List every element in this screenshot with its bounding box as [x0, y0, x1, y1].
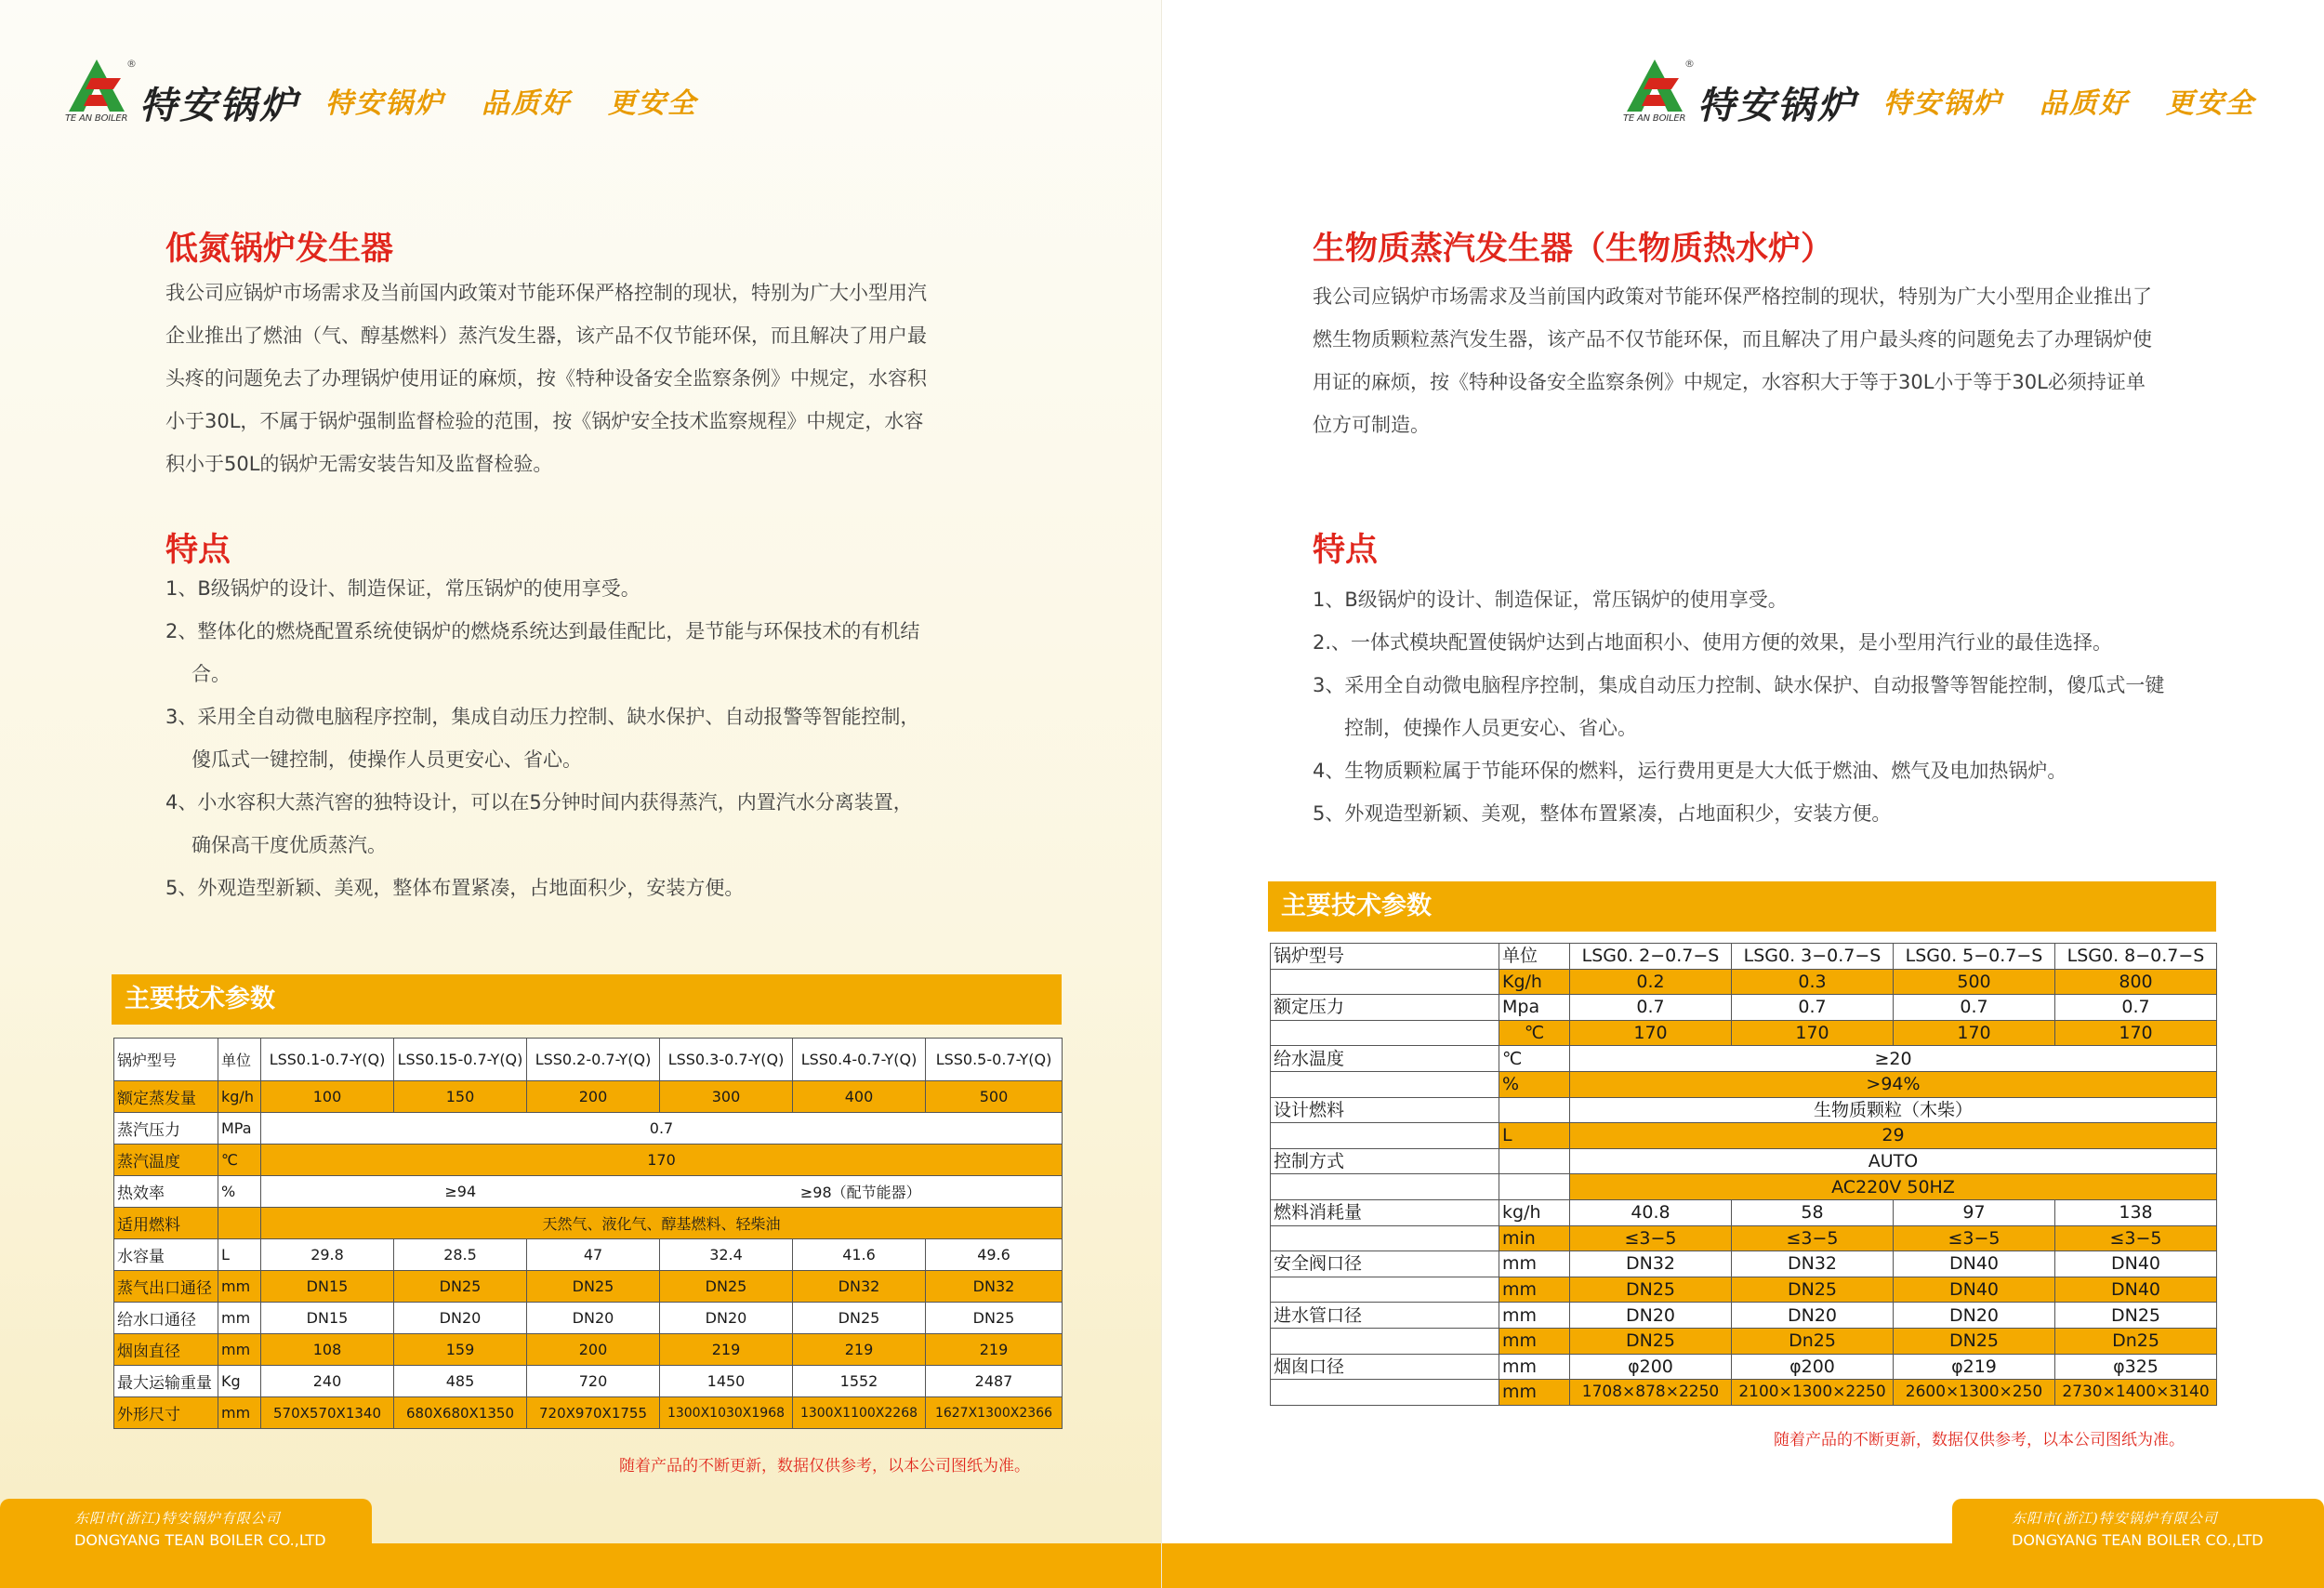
feature-item: 3、采用全自动微电脑程序控制，集成自动压力控制、缺水保护、自动报警等智能控制，傻瓜式一键 [1313, 674, 2165, 696]
brand-logo [65, 58, 734, 129]
table-row: 安全阀口径 mm DN32 DN32 DN40 DN40 [1271, 1251, 2217, 1277]
brand-name-en: TE AN BOILER [65, 113, 128, 124]
table-row: Kg/h 0.2 0.3 500 800 [1271, 969, 2217, 995]
table-row: 锅炉型号 单位 LSS0.1-0.7-Y(Q) LSS0.15-0.7-Y(Q) LSS0.2-0.7-Y(Q) LSS0.3-0.7-Y(Q) LSS0.4-0.7-Y(Q) LSS0.5-0.7-Y(Q) [114, 1039, 1063, 1081]
table-row: 燃料消耗量 kg/h 40.8 58 97 138 [1271, 1199, 2217, 1225]
footer-company-en: DONGYANG TEAN BOILER CO.,LTD [2012, 1531, 2264, 1549]
table-row: 给水温度 ℃ ≥20 [1271, 1046, 2217, 1072]
slogans [1883, 80, 2292, 121]
table-row: min ≤3−5 ≤3−5 ≤3−5 ≤3−5 [1271, 1225, 2217, 1251]
footer-company-cn: 东阳市(浙江)特安锅炉有限公司 [2012, 1510, 2218, 1527]
table-row: 额定蒸发量 kg/h 100 150 200 300 400 500 [114, 1081, 1063, 1113]
table-row: AC220V 50HZ [1271, 1174, 2217, 1200]
table-row: mm DN25 DN25 DN40 DN40 [1271, 1277, 2217, 1303]
brand-logo [1623, 58, 2292, 129]
params-title: 主要技术参数 [1268, 881, 2216, 932]
intro-line: 企业推出了燃油（气、醇基燃料）蒸汽发生器，该产品不仅节能环保，而且解决了用户最 [165, 324, 927, 347]
disclaimer-note: 随着产品的不断更新，数据仅供参考，以本公司图纸为准。 [619, 1457, 1030, 1476]
brand-name-en: TE AN BOILER [1623, 113, 1686, 124]
intro-line: 小于30L，不属于锅炉强制监督检验的范围，按《锅炉安全技术监察规程》中规定，水容 [165, 410, 924, 432]
table-row: L 29 [1271, 1123, 2217, 1149]
brand-name-cn: 特安锅炉 [139, 84, 299, 127]
feature-item: 2、整体化的燃烧配置系统使锅炉的燃烧系统达到最佳配比，是节能与环保技术的有机结 [165, 620, 920, 642]
feature-item-cont: 确保高干度优质蒸汽。 [191, 834, 387, 856]
disclaimer-note: 随着产品的不断更新，数据仅供参考，以本公司图纸为准。 [1774, 1431, 2185, 1449]
features-list [165, 567, 919, 909]
slogan: 特安锅炉 [1883, 87, 2002, 120]
spec-table-right [1270, 943, 2217, 1406]
table-row: 外形尺寸 mm 570X570X1340 680X680X1350 720X970X1755 1300X1030X1968 1300X1100X2268 1627X1300X2366 [114, 1397, 1063, 1429]
brand-name-cn: 特安锅炉 [1697, 84, 1857, 127]
slogan: 更安全 [608, 87, 697, 120]
intro-paragraph [165, 271, 1002, 485]
table-row: 进水管口径 mm DN20 DN20 DN20 DN25 [1271, 1303, 2217, 1329]
table-row: 给水口通径 mm DN15 DN20 DN20 DN20 DN25 DN25 [114, 1303, 1063, 1334]
table-row: 烟囱口径 mm φ200 φ200 φ219 φ325 [1271, 1354, 2217, 1380]
feature-item: 4、生物质颗粒属于节能环保的燃料，运行费用更是大大低于燃油、燃气及电加热锅炉。 [1313, 760, 2067, 782]
feature-item: 4、小水容积大蒸汽窖的独特设计，可以在5分钟时间内获得蒸汽，内置汽水分离装置， [165, 791, 913, 814]
intro-line: 用证的麻烦，按《特种设备安全监察条例》中规定，水容积大于等于30L小于等于30L必须持证单 [1313, 371, 2146, 393]
footer-company-en: DONGYANG TEAN BOILER CO.,LTD [74, 1531, 326, 1549]
features-title: 特点 [1313, 532, 1379, 569]
table-row: 烟囱直径 mm 108 159 200 219 219 219 [114, 1334, 1063, 1366]
slogan: 更安全 [2166, 87, 2255, 120]
intro-line: 位方可制造。 [1313, 414, 1430, 436]
feature-item: 2.、一体式模块配置使锅炉达到占地面积小、使用方便的效果，是小型用汽行业的最佳选择。 [1313, 631, 2113, 654]
table-row: ℃ 170 170 170 170 [1271, 1020, 2217, 1046]
table-row: 控制方式 AUTO [1271, 1148, 2217, 1174]
logo-mark-icon [65, 58, 137, 126]
table-row: mm DN25 Dn25 DN25 Dn25 [1271, 1328, 2217, 1354]
table-row: 蒸气出口通径 mm DN15 DN25 DN25 DN25 DN32 DN32 [114, 1271, 1063, 1303]
registered-mark: ® [1684, 58, 1695, 70]
intro-line: 我公司应锅炉市场需求及当前国内政策对节能环保严格控制的现状，特别为广大小型用企业推出了 [1313, 285, 2152, 308]
intro-line: 头疼的问题免去了办理锅炉使用证的麻烦，按《特种设备安全监察条例》中规定，水容积 [165, 367, 927, 390]
right-page [1162, 0, 2324, 1588]
features-title: 特点 [165, 532, 231, 569]
table-row: 蒸汽压力 MPa 0.7 [114, 1113, 1063, 1145]
feature-item: 1、B级锅炉的设计、制造保证，常压锅炉的使用享受。 [165, 577, 640, 600]
feature-item: 5、外观造型新颖、美观，整体布置紧凑，占地面积少，安装方便。 [165, 877, 745, 899]
table-row: 适用燃料 天然气、液化气、醇基燃料、轻柴油 [114, 1208, 1063, 1239]
features-list [1313, 578, 2164, 835]
footer-company-cn: 东阳市(浙江)特安锅炉有限公司 [74, 1510, 281, 1527]
slogan: 特安锅炉 [325, 87, 444, 120]
slogans [325, 80, 734, 121]
intro-paragraph [1313, 275, 2242, 446]
slogan: 品质好 [2040, 87, 2129, 120]
registered-mark: ® [126, 58, 137, 70]
feature-item-cont: 傻瓜式一键控制，使操作人员更安心、省心。 [191, 748, 582, 771]
intro-line: 积小于50L的锅炉无需安装告知及监督检验。 [165, 453, 553, 475]
feature-item: 5、外观造型新颖、美观，整体布置紧凑，占地面积少，安装方便。 [1313, 802, 1892, 825]
table-row: 最大运输重量 Kg 240 485 720 1450 1552 2487 [114, 1366, 1063, 1397]
table-row: 水容量 L 29.8 28.5 47 32.4 41.6 49.6 [114, 1239, 1063, 1271]
slogan: 品质好 [482, 87, 571, 120]
spec-table-left [113, 1038, 1063, 1429]
feature-item-cont: 控制，使操作人员更安心、省心。 [1344, 717, 1637, 739]
table-row: 锅炉型号 单位 LSG0. 2−0.7−S LSG0. 3−0.7−S LSG0. 5−0.7−S LSG0. 8−0.7−S [1271, 944, 2217, 970]
logo-mark-icon [1623, 58, 1695, 126]
feature-item-cont: 合。 [191, 663, 231, 685]
product-title: 生物质蒸汽发生器（生物质热水炉） [1313, 231, 1834, 268]
feature-item: 3、采用全自动微电脑程序控制，集成自动压力控制、缺水保护、自动报警等智能控制， [165, 706, 920, 728]
intro-line: 我公司应锅炉市场需求及当前国内政策对节能环保严格控制的现状，特别为广大小型用汽 [165, 282, 927, 304]
product-title: 低氮锅炉发生器 [165, 231, 394, 268]
params-title: 主要技术参数 [112, 974, 1062, 1025]
feature-item: 1、B级锅炉的设计、制造保证，常压锅炉的使用享受。 [1313, 589, 1788, 611]
table-row: 设计燃料 生物质颗粒（木柴） [1271, 1097, 2217, 1123]
table-row: 热效率 % ≥94 ≥98（配节能器） [114, 1176, 1063, 1208]
table-row: 蒸汽温度 ℃ 170 [114, 1145, 1063, 1176]
intro-line: 燃生物质颗粒蒸汽发生器，该产品不仅节能环保，而且解决了用户最头疼的问题免去了办理锅炉使 [1313, 328, 2152, 351]
table-row: mm 1708×878×2250 2100×1300×2250 2600×1300×250 2730×1400×3140 [1271, 1380, 2217, 1406]
table-row: % >94% [1271, 1071, 2217, 1097]
table-row: 额定压力 Mpa 0.7 0.7 0.7 0.7 [1271, 995, 2217, 1021]
